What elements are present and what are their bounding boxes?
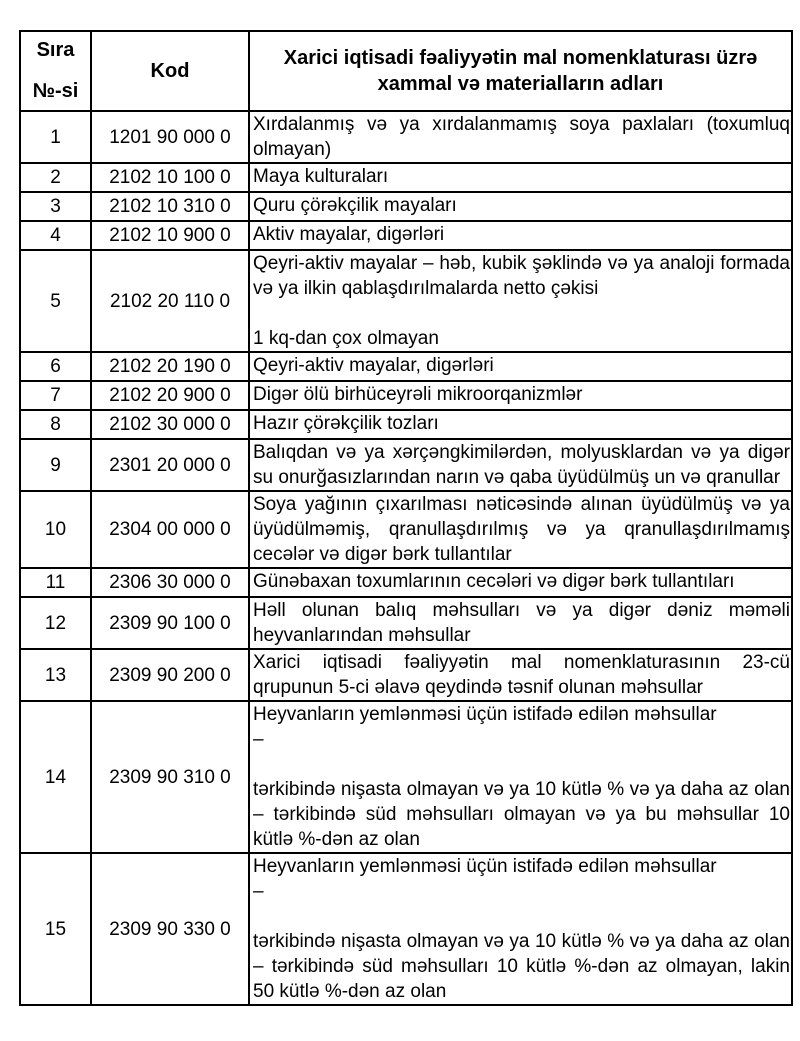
row-code: 2304 00 000 0 bbox=[91, 491, 249, 568]
row-code: 2102 30 000 0 bbox=[91, 410, 249, 439]
description-paragraph: tərkibində nişasta olmayan və ya 10 kütlə % və ya daha az olan – tərkibində süd məhsulları 10 kütlə %-dən az olmayan, lakin 50 kütlə %-dən az olan bbox=[253, 931, 790, 1002]
header-serial-line2: №-si bbox=[32, 80, 79, 102]
table-body bbox=[20, 111, 792, 1005]
row-number: 6 bbox=[20, 352, 91, 381]
nomenclature-table bbox=[19, 30, 793, 1006]
row-code: 2102 20 900 0 bbox=[91, 381, 249, 410]
table-row bbox=[20, 163, 792, 192]
table-row bbox=[20, 111, 792, 163]
row-code: 2309 90 200 0 bbox=[91, 649, 249, 701]
row-description bbox=[249, 111, 792, 163]
description-paragraph: Qeyri-aktiv mayalar, digərləri bbox=[253, 355, 494, 376]
header-serial-number-stack bbox=[21, 32, 90, 110]
row-number: 7 bbox=[20, 381, 91, 410]
description-paragraph: Həll olunan balıq məhsulları və ya digər dəniz məməli heyvanlarından məhsullar bbox=[253, 600, 790, 646]
row-number: 5 bbox=[20, 250, 91, 352]
row-description bbox=[249, 163, 792, 192]
description-paragraph: 1 kq-dan çox olmayan bbox=[253, 328, 439, 349]
description-paragraph: tərkibində nişasta olmayan və ya 10 kütlə % və ya daha az olan – tərkibində süd məhsulları olmayan və ya bu məhsullar 10 kütlə %-dən az olan bbox=[253, 779, 790, 850]
description-paragraph: Heyvanların yemlənməsi üçün istifadə edilən məhsullar bbox=[253, 704, 717, 725]
row-code: 1201 90 000 0 bbox=[91, 111, 249, 163]
row-description bbox=[249, 649, 792, 701]
table-row bbox=[20, 410, 792, 439]
table-row bbox=[20, 352, 792, 381]
table-row bbox=[20, 597, 792, 649]
table-row bbox=[20, 439, 792, 491]
row-description bbox=[249, 568, 792, 597]
table-row bbox=[20, 221, 792, 250]
table-row bbox=[20, 250, 792, 352]
row-number: 11 bbox=[20, 568, 91, 597]
header-serial-number bbox=[20, 31, 91, 111]
description-paragraph: – bbox=[253, 729, 264, 750]
description-paragraph: Maya kulturaları bbox=[253, 166, 389, 187]
description-paragraph: Qeyri-aktiv mayalar – həb, kubik şəklində və ya analoji formada və ya ilkin qablaşdırılmalarda netto çəkisi bbox=[253, 253, 790, 299]
table-row bbox=[20, 381, 792, 410]
row-description bbox=[249, 853, 792, 1005]
description-paragraph: Digər ölü birhüceyrəli mikroorqanizmlər bbox=[253, 384, 583, 405]
description-paragraph bbox=[253, 301, 790, 326]
row-code: 2102 10 100 0 bbox=[91, 163, 249, 192]
row-code: 2306 30 000 0 bbox=[91, 568, 249, 597]
row-number: 10 bbox=[20, 491, 91, 568]
row-code: 2301 20 000 0 bbox=[91, 439, 249, 491]
table-header bbox=[20, 31, 792, 111]
row-code: 2102 20 110 0 bbox=[91, 250, 249, 352]
row-code: 2102 10 310 0 bbox=[91, 192, 249, 221]
row-code: 2309 90 330 0 bbox=[91, 853, 249, 1005]
row-number: 12 bbox=[20, 597, 91, 649]
row-description bbox=[249, 381, 792, 410]
row-number: 4 bbox=[20, 221, 91, 250]
row-number: 2 bbox=[20, 163, 91, 192]
description-paragraph: Heyvanların yemlənməsi üçün istifadə edilən məhsullar bbox=[253, 856, 717, 877]
row-code: 2309 90 100 0 bbox=[91, 597, 249, 649]
table-row bbox=[20, 491, 792, 568]
table-row bbox=[20, 649, 792, 701]
row-code: 2102 10 900 0 bbox=[91, 221, 249, 250]
row-number: 3 bbox=[20, 192, 91, 221]
table-row bbox=[20, 192, 792, 221]
header-serial-line1: Sıra bbox=[36, 39, 75, 61]
description-paragraph: Günəbaxan toxumlarının cecələri və digər bərk tullantıları bbox=[253, 571, 735, 592]
row-code: 2309 90 310 0 bbox=[91, 701, 249, 853]
description-paragraph: Soya yağının çıxarılması nəticəsində alınan üyüdülmüş və ya üyüdülməmiş, qranullaşdırılmış və ya qranullaşdırılmamış cecələr və digər bərk tullantılar bbox=[253, 494, 790, 565]
row-description bbox=[249, 701, 792, 853]
row-code: 2102 20 190 0 bbox=[91, 352, 249, 381]
description-paragraph: Xarici iqtisadi fəaliyyətin mal nomenklaturasının 23-cü qrupunun 5-ci əlavə qeydində təsnif olunan məhsullar bbox=[253, 652, 790, 698]
description-paragraph bbox=[253, 752, 790, 777]
table-row bbox=[20, 568, 792, 597]
description-paragraph: Balıqdan və ya xərçəngkimilərdən, molyusklardan və ya digər su onurğasızlarından narın və qaba üyüdülmüş un və qranullar bbox=[253, 442, 790, 488]
row-description bbox=[249, 352, 792, 381]
header-code: Kod bbox=[91, 31, 249, 111]
table-row bbox=[20, 701, 792, 853]
row-number: 13 bbox=[20, 649, 91, 701]
row-number: 14 bbox=[20, 701, 91, 853]
row-description bbox=[249, 410, 792, 439]
description-paragraph: – bbox=[253, 881, 264, 902]
row-number: 15 bbox=[20, 853, 91, 1005]
row-description bbox=[249, 192, 792, 221]
row-description bbox=[249, 250, 792, 352]
header-material-names: Xarici iqtisadi fəaliyyətin mal nomenklaturası üzrə xammal və materialların adları bbox=[249, 31, 792, 111]
row-description bbox=[249, 221, 792, 250]
row-number: 9 bbox=[20, 439, 91, 491]
row-number: 1 bbox=[20, 111, 91, 163]
row-number: 8 bbox=[20, 410, 91, 439]
description-paragraph: Quru çörəkçilik mayaları bbox=[253, 195, 457, 216]
table-row bbox=[20, 853, 792, 1005]
row-description bbox=[249, 597, 792, 649]
description-paragraph: Aktiv mayalar, digərləri bbox=[253, 224, 445, 245]
header-row bbox=[20, 31, 792, 111]
description-paragraph: Xırdalanmış və ya xırdalanmamış soya paxlaları (toxumluq olmayan) bbox=[253, 114, 790, 160]
row-description bbox=[249, 439, 792, 491]
description-paragraph: Hazır çörəkçilik tozları bbox=[253, 413, 439, 434]
description-paragraph bbox=[253, 904, 790, 929]
row-description bbox=[249, 491, 792, 568]
